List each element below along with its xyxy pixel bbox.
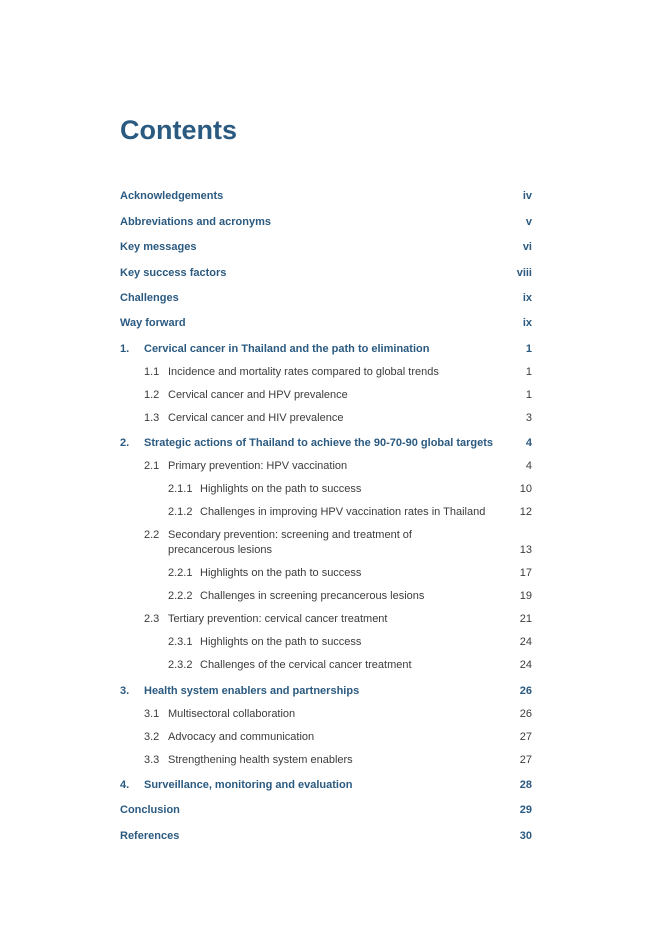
toc-entry-page: 27 (519, 754, 532, 766)
toc-entry-label: Primary prevention: HPV vaccination (168, 460, 348, 472)
toc-entry-page: 26 (519, 708, 532, 720)
toc-entry-number: 1.1 (144, 366, 160, 378)
toc-entry-label: Acknowledgements (120, 190, 224, 202)
toc-entry-page: viii (516, 267, 532, 279)
toc-entry-page: 21 (519, 613, 532, 625)
toc-entry-label: Challenges (120, 292, 179, 304)
toc-entry-number: 2.2 (144, 529, 160, 541)
toc-entry-label: Incidence and mortality rates compared to global trends (168, 366, 439, 378)
toc-entry-label: References (120, 830, 180, 842)
toc-entry-number: 2.3 (144, 613, 160, 625)
toc-entry-number: 3.1 (144, 708, 160, 720)
toc-entry-label: Cervical cancer and HPV prevalence (168, 389, 348, 401)
table-of-contents (120, 0, 532, 936)
toc-entry-label: Health system enablers and partnerships (144, 685, 360, 697)
toc-entry-label: Tertiary prevention: cervical cancer treatment (168, 613, 388, 625)
toc-entry-label: Way forward (120, 317, 186, 329)
toc-entry-page: ix (522, 317, 532, 329)
toc-entry-page: 3 (525, 412, 532, 424)
toc-entry-page: 27 (519, 731, 532, 743)
toc-entry-number: 2.3.2 (168, 659, 193, 671)
toc-entry-label: Secondary prevention: screening and treatment of (168, 529, 412, 541)
toc-entry-page: 12 (519, 506, 532, 518)
toc-entry-label: Highlights on the path to success (200, 483, 362, 495)
toc-entry-label: Surveillance, monitoring and evaluation (144, 779, 353, 791)
toc-entry-page: 29 (519, 804, 532, 816)
toc-entry-number: 2.1.2 (168, 506, 193, 518)
page-title: Contents (120, 115, 237, 145)
toc-entry-number: 3.3 (144, 754, 160, 766)
toc-entry-page: 26 (519, 685, 532, 697)
toc-entry-label: Strategic actions of Thailand to achieve the 90-70-90 global targets (144, 437, 494, 449)
toc-entry-page: 4 (525, 460, 532, 472)
toc-entry-label: Highlights on the path to success (200, 567, 362, 579)
toc-entry-label: Multisectoral collaboration (168, 708, 296, 720)
toc-entry-label: Challenges of the cervical cancer treatment (200, 659, 412, 671)
toc-entry-number: 4. (120, 779, 130, 791)
toc-entry-number: 1. (120, 343, 130, 355)
toc-entry-page: 1 (525, 366, 532, 378)
toc-entry-label: Abbreviations and acronyms (120, 216, 271, 228)
toc-entry-number: 1.2 (144, 389, 160, 401)
toc-entry-page: 1 (525, 343, 532, 355)
toc-entry-label: Key messages (120, 241, 197, 253)
toc-entry-page: 1 (525, 389, 532, 401)
toc-entry-page: 13 (519, 544, 532, 556)
toc-entry-page: iv (522, 190, 532, 202)
toc-entry-number: 2.2.2 (168, 590, 193, 602)
toc-entry-page: vi (522, 241, 532, 253)
toc-entry-number: 2.2.1 (168, 567, 193, 579)
toc-entry-page: v (525, 216, 532, 228)
toc-entry-page: 30 (519, 830, 532, 842)
toc-entry-page: ix (522, 292, 532, 304)
toc-entry-label: Conclusion (120, 804, 180, 816)
toc-entry-page: 24 (519, 636, 532, 648)
toc-entry-label: Challenges in improving HPV vaccination rates in Thailand (200, 506, 486, 518)
toc-entry-page: 4 (525, 437, 532, 449)
toc-entry-label: Cervical cancer in Thailand and the path to elimination (144, 343, 430, 355)
toc-entry-page: 17 (519, 567, 532, 579)
toc-entry-label: Strengthening health system enablers (168, 754, 353, 766)
toc-entry-label: Key success factors (120, 267, 227, 279)
toc-entry-page: 19 (519, 590, 532, 602)
toc-entry-label: Cervical cancer and HIV prevalence (168, 412, 344, 424)
toc-entry-number: 1.3 (144, 412, 160, 424)
toc-entry-number: 2.1.1 (168, 483, 193, 495)
toc-entry-number: 2.3.1 (168, 636, 193, 648)
toc-entry-label: Advocacy and communication (168, 731, 315, 743)
toc-entry-page: 24 (519, 659, 532, 671)
toc-entry-number: 2.1 (144, 460, 160, 472)
toc-entry-page: 10 (519, 483, 532, 495)
toc-entry-page: 28 (519, 779, 532, 791)
toc-entry-number: 3. (120, 685, 130, 697)
toc-entry-label: Challenges in screening precancerous lesions (200, 590, 425, 602)
toc-entry-number: 3.2 (144, 731, 160, 743)
toc-entry-label-continued: precancerous lesions (168, 544, 272, 556)
toc-entry-label: Highlights on the path to success (200, 636, 362, 648)
toc-entry-number: 2. (120, 437, 130, 449)
